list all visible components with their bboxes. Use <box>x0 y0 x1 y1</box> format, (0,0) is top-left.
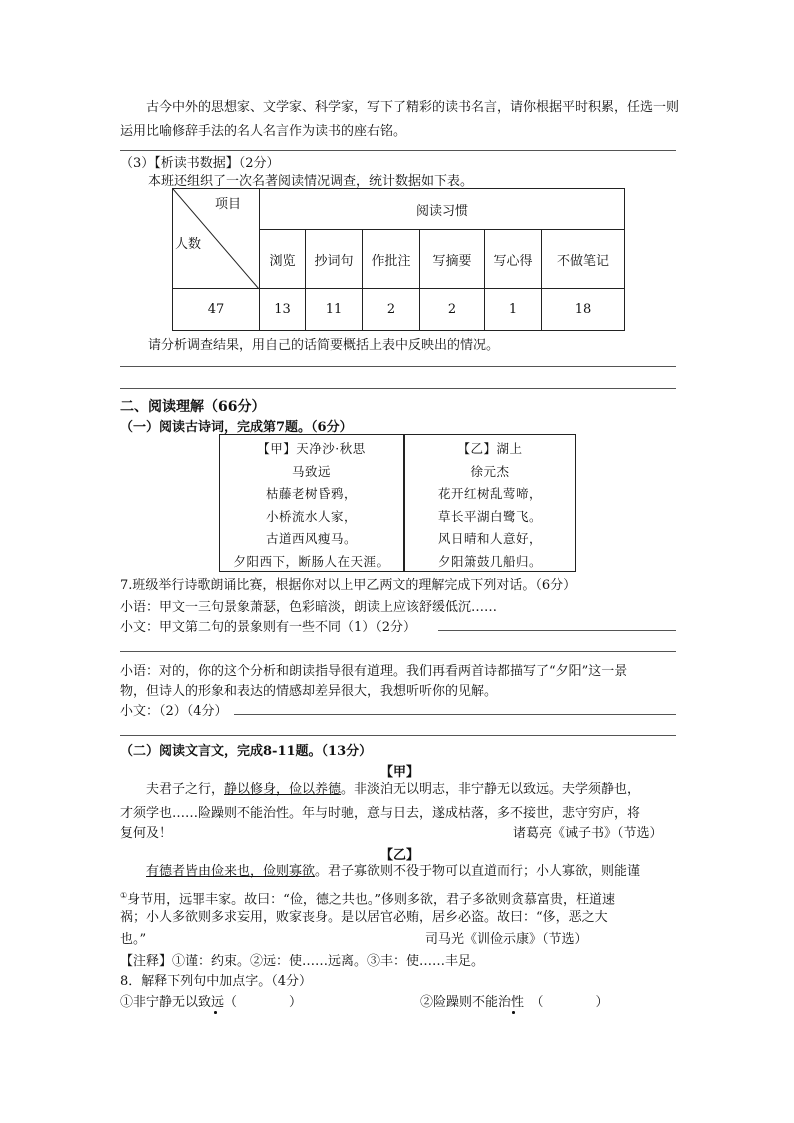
q7-answer-2-line[interactable] <box>234 714 676 715</box>
q8-item-2[interactable]: ②险躁则不能治性 （ ） <box>420 995 609 1010</box>
intro-paragraph: 古今中外的思想家、文学家、科学家，写下了精彩的读书名言，请你根据平时积累，任选一则运用比喻修辞手法的名人名言作为读书的座右铭。 <box>120 100 680 139</box>
poem-a-line: 小桥流水人家， <box>265 508 357 524</box>
text-b-end: 也。” <box>120 932 147 947</box>
q7-answer-1-line-2[interactable] <box>120 651 676 652</box>
poem-b-line: 风日晴和人意好， <box>437 531 542 546</box>
corner-cell <box>173 189 260 289</box>
emphasis-dot-1 <box>214 1011 217 1014</box>
poem-a-line: 古道西风瘦马。 <box>265 531 357 546</box>
value-cell: 2 <box>363 289 420 331</box>
col-header: 抄词句 <box>306 230 363 289</box>
poem-b-line: 夕阳箫鼓几船归。 <box>437 553 542 569</box>
q7-xiaowen-2: 小文：（2）（4分） <box>120 704 228 719</box>
text-a-end: 复何及！ <box>120 826 173 841</box>
answer-line-1[interactable] <box>120 150 676 151</box>
q3-prompt: 请分析调查结果，用自己的话简要概括上表中反映出的情况。 <box>148 338 500 353</box>
poem-a-author: 马致远 <box>291 463 331 479</box>
q7-answer-1-line[interactable] <box>438 630 676 631</box>
notes: 【注释】①谨：约束。②远：使……远离。③丰：使……丰足。 <box>120 954 485 969</box>
total-cell: 47 <box>173 289 260 331</box>
col-header: 作批注 <box>363 230 420 289</box>
text-a-line-2: 才须学也……险躁则不能治性。年与时驰，意与日去，遂成枯落，多不接世，悲守穷庐，将 <box>120 806 641 821</box>
note-mark-1: ① <box>120 891 128 900</box>
poem-a-line: 枯藤老树昏鸦， <box>265 486 357 501</box>
text-a-line-3 <box>120 822 676 846</box>
col-header: 写摘要 <box>420 230 485 289</box>
q7-xiaoyu-2b: 物，但诗人的形象和表达的情感却差异很大，我想听听你的见解。 <box>120 684 498 699</box>
text-a-post: 。非淡泊无以明志，非宁静无以致远。夫学须静也， <box>341 782 641 797</box>
poem-b-author: 徐元杰 <box>470 463 510 479</box>
q7-xiaoyu-2a: 小语：对的，你的这个分析和朗读指导很有道理。我们再看两首诗都描写了“夕阳”这一景 <box>120 664 628 679</box>
value-cell: 13 <box>260 289 306 331</box>
value-cell: 18 <box>542 289 625 331</box>
q8-item-1[interactable]: ①非宁静无以致远（ ） <box>120 995 303 1010</box>
col-header: 不做笔记 <box>542 230 625 289</box>
q7-stem: 7.班级举行诗歌朗诵比赛，根据你对以上甲乙两文的理解完成下列对话。（6分） <box>120 578 577 593</box>
poem-b-title: 【乙】湖上 <box>457 441 523 456</box>
corner-top-label: 项目 <box>215 197 242 212</box>
survey-table <box>172 188 625 331</box>
q7-xiaoyu-1: 小语：甲文一三句景象萧瑟，色彩暗淡，朗读上应该舒缓低沉…… <box>120 600 498 615</box>
answer-line-3[interactable] <box>120 388 676 389</box>
text-b-line-4 <box>120 928 676 952</box>
q7-answer-2-line-2[interactable] <box>120 735 676 736</box>
q7-xiaowen-1: 小文：甲文第二句的景象则有一些不同（1）（2分） <box>120 620 417 635</box>
text-b-line-3: 祸；小人多欲则多求妄用，败家丧身。是以居官必贿，居乡必盗。故曰：“侈，恶之大 <box>120 910 608 925</box>
poem-b-line: 花开红树乱莺啼， <box>437 486 542 501</box>
text-a-label: 【甲】 <box>380 765 420 780</box>
poem-a-box <box>219 434 404 572</box>
text-a-pre: 夫君子之行， <box>146 782 225 797</box>
poem-b-box <box>404 434 576 572</box>
emphasis-dot-2 <box>512 1011 515 1014</box>
q3-desc: 本班还组织了一次名著阅读情况调查，统计数据如下表。 <box>148 174 474 189</box>
text-b-post: 。君子寡欲则不役于物可以直道而行；小人寡欲，则能谨 <box>315 864 641 879</box>
corner-bottom-label: 人数 <box>175 237 202 252</box>
answer-line-2[interactable] <box>120 366 676 367</box>
part2-title: （二）阅读文言文，完成8-11题。（13分） <box>120 744 373 759</box>
col-header: 浏览 <box>260 230 306 289</box>
poem-a-line: 夕阳西下，断肠人在天涯。 <box>233 553 390 569</box>
value-cell: 2 <box>420 289 485 331</box>
group-header: 阅读习惯 <box>260 189 625 230</box>
text-b-underlined: 有德者皆由俭来也，俭则寡欲 <box>146 864 316 879</box>
part1-title: （一）阅读古诗词，完成第7题。（6分） <box>120 420 353 435</box>
section2-title: 二、阅读理解（66分） <box>120 399 266 415</box>
value-cell: 1 <box>485 289 542 331</box>
text-b-label: 【乙】 <box>380 848 420 863</box>
text-b-l2: 身节用，远罪丰家。故曰：“俭，德之共也。”侈则多欲，君子多欲则贪慕富贵，枉道速 <box>127 892 615 908</box>
text-a-source: 诸葛亮《诫子书》（节选） <box>513 826 663 841</box>
q3-title: （3）【析读书数据】（2分） <box>120 156 280 171</box>
poem-b-line: 草长平湖白鹭飞。 <box>437 508 542 524</box>
text-b-line-1 <box>120 860 676 884</box>
text-a-line-1 <box>120 778 676 802</box>
q8-stem: 8．解释下列句中加点字。（4分） <box>120 974 313 989</box>
col-header: 写心得 <box>485 230 542 289</box>
poem-a-title: 【甲】天净沙·秋思 <box>257 441 366 456</box>
value-cell: 11 <box>306 289 363 331</box>
text-b-source: 司马光《训俭示康》（节选） <box>425 932 588 947</box>
text-a-underlined: 静以修身，俭以养德 <box>224 782 342 797</box>
